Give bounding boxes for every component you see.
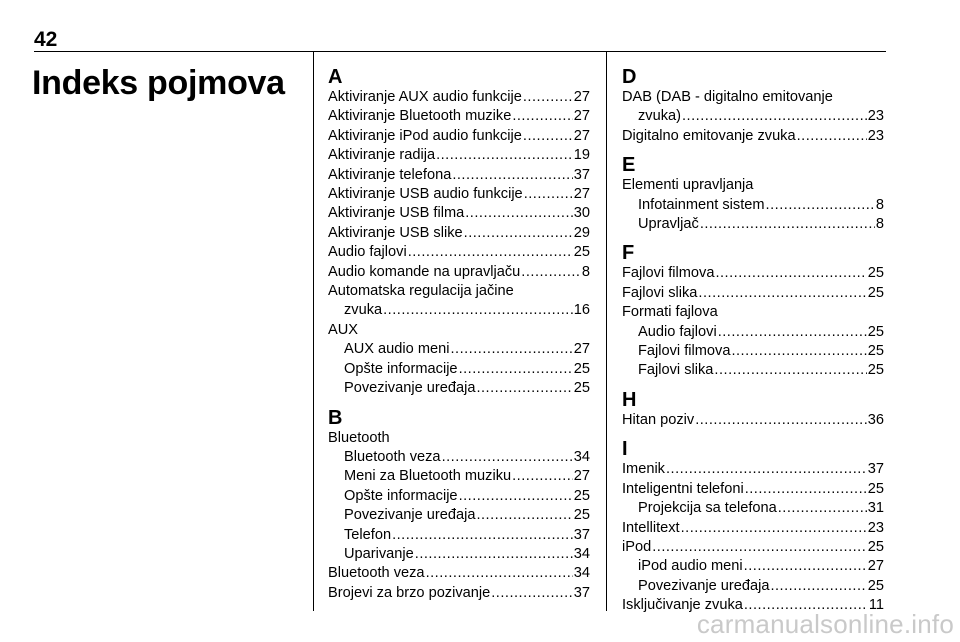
dot-leader [491, 584, 573, 603]
dot-leader [698, 284, 866, 303]
entry-page-number: 25 [573, 244, 590, 261]
entry-page-number: 25 [867, 480, 884, 497]
entry-term: Aktiviranje USB audio funkcije [328, 186, 523, 203]
index-entry [328, 88, 590, 107]
index-entry [622, 460, 884, 479]
dot-leader [512, 107, 572, 126]
entry-page-number: 37 [573, 526, 590, 543]
dot-leader [459, 360, 573, 379]
dot-leader [718, 323, 867, 342]
entry-page-number: 27 [573, 89, 590, 105]
entry-term: Aktiviranje USB slike [328, 224, 463, 241]
index-entry [622, 538, 884, 557]
entry-page-number: 36 [867, 411, 884, 428]
entry-term: Fajlovi filmova [638, 343, 731, 360]
index-entry [328, 224, 590, 243]
index-entry [328, 243, 590, 262]
entry-term: Audio fajlovi [638, 323, 717, 340]
dot-leader [476, 506, 572, 525]
entry-term: Aktiviranje telefona [328, 166, 452, 183]
column-divider-left [313, 52, 314, 611]
watermark: carmanualsonline.info [696, 609, 954, 639]
index-entry [328, 127, 590, 146]
dot-leader [695, 411, 867, 430]
index-subentry [622, 342, 884, 361]
entry-term: Aktiviranje AUX audio funkcije [328, 89, 522, 105]
dot-leader [778, 499, 867, 518]
dot-leader [464, 224, 573, 243]
entry-term: Opšte informacije [344, 360, 458, 377]
entry-term: Upravljač [638, 216, 699, 233]
index-subentry [328, 360, 590, 379]
entry-page-number: 27 [573, 186, 590, 203]
entry-page-number: 34 [573, 448, 590, 465]
entry-term: Fajlovi filmova [622, 265, 715, 282]
dot-leader [452, 166, 572, 185]
dot-leader [459, 487, 573, 506]
header-rule [34, 51, 886, 52]
entry-page-number: 23 [867, 127, 884, 144]
index-entry [622, 127, 884, 146]
entry-term: Brojevi za brzo pozivanje [328, 584, 491, 601]
dot-leader [521, 263, 581, 282]
dot-leader [766, 196, 875, 215]
index-entry-heading: Formati fajlova [622, 304, 718, 321]
entry-page-number: 34 [573, 565, 590, 582]
index-subentry [622, 577, 884, 596]
dot-leader [436, 146, 573, 165]
entry-page-number: 27 [867, 558, 884, 575]
entry-term: iPod [622, 538, 652, 555]
page-number: 42 [34, 28, 58, 51]
entry-page-number: 25 [867, 323, 884, 340]
entry-term: AUX audio meni [344, 341, 450, 358]
index-entry [328, 107, 590, 126]
dot-leader [714, 361, 866, 380]
index-entry [622, 284, 884, 303]
entry-term: Hitan poziv [622, 411, 695, 428]
index-entry [622, 264, 884, 283]
entry-term: Povezivanje uređaja [344, 380, 476, 397]
index-letter-heading: I [622, 438, 628, 461]
index-subentry [622, 215, 884, 234]
index-letter-heading: E [622, 154, 636, 177]
entry-term: Intellitext [622, 519, 680, 536]
entry-term: Imenik [622, 461, 665, 478]
dot-leader [415, 545, 573, 564]
entry-page-number: 23 [867, 108, 884, 125]
entry-page-number: 25 [867, 284, 884, 301]
index-entry [328, 146, 590, 165]
index-entry-heading: Elementi upravljanja [622, 177, 754, 194]
index-subentry [328, 340, 590, 359]
entry-page-number: 23 [867, 519, 884, 536]
index-subentry [328, 545, 590, 564]
dot-leader [408, 243, 573, 262]
entry-page-number: 16 [573, 302, 590, 319]
index-entry [622, 107, 884, 126]
entry-term: Bluetooth veza [328, 565, 425, 582]
entry-page-number: 27 [573, 341, 590, 358]
entry-term: Aktiviranje Bluetooth muzike [328, 108, 512, 125]
entry-page-number: 8 [581, 263, 590, 280]
entry-term: zvuka) [638, 108, 681, 125]
index-subentry [328, 467, 590, 486]
dot-leader [392, 526, 573, 545]
entry-term: Fajlovi slika [638, 362, 714, 379]
entry-page-number: 27 [573, 127, 590, 144]
dot-leader [797, 127, 867, 146]
dot-leader [652, 538, 867, 557]
dot-leader [426, 564, 573, 583]
entry-term: Telefon [344, 526, 392, 543]
entry-term: Infotainment sistem [638, 196, 765, 213]
index-subentry [622, 557, 884, 576]
dot-leader [700, 215, 875, 234]
index-entry [622, 480, 884, 499]
entry-term: zvuka [344, 302, 383, 319]
entry-term: Uparivanje [344, 545, 414, 562]
dot-leader [744, 557, 867, 576]
index-column-1 [328, 62, 590, 603]
dot-leader [476, 379, 572, 398]
page-title: Indeks pojmova [32, 64, 285, 102]
index-letter-heading: H [622, 388, 637, 411]
entry-page-number: 19 [573, 147, 590, 164]
dot-leader [681, 519, 867, 538]
index-subentry [622, 323, 884, 342]
entry-term: Audio komande na upravljaču [328, 263, 521, 280]
index-column-2 [622, 62, 884, 616]
entry-term: Audio fajlovi [328, 244, 407, 261]
index-entry [622, 519, 884, 538]
index-entry-heading: AUX [328, 321, 359, 338]
dot-leader [715, 264, 866, 283]
index-entry-heading: Bluetooth [328, 429, 390, 446]
entry-term: Povezivanje uređaja [638, 577, 770, 594]
entry-term: Isključivanje zvuka [622, 597, 743, 614]
index-entry [328, 584, 590, 603]
index-subentry [328, 448, 590, 467]
index-entry [328, 301, 590, 320]
entry-page-number: 25 [867, 577, 884, 594]
entry-page-number: 25 [867, 538, 884, 555]
column-divider-right [606, 52, 607, 611]
index-subentry [328, 506, 590, 525]
dot-leader [666, 460, 867, 479]
entry-page-number: 11 [868, 597, 884, 614]
entry-term: Aktiviranje radija [328, 147, 436, 164]
entry-page-number: 25 [573, 380, 590, 397]
entry-term: Povezivanje uređaja [344, 507, 476, 524]
dot-leader [442, 448, 573, 467]
index-subentry [328, 379, 590, 398]
entry-page-number: 25 [867, 343, 884, 360]
entry-page-number: 25 [867, 362, 884, 379]
index-entry [328, 185, 590, 204]
entry-page-number: 30 [573, 205, 590, 222]
entry-page-number: 37 [573, 584, 590, 601]
entry-term: iPod audio meni [638, 558, 743, 575]
dot-leader [465, 204, 573, 223]
entry-term: Opšte informacije [344, 487, 458, 504]
index-entry [622, 411, 884, 430]
index-subentry [328, 487, 590, 506]
entry-page-number: 37 [867, 461, 884, 478]
dot-leader [450, 340, 572, 359]
entry-page-number: 25 [573, 507, 590, 524]
entry-page-number: 25 [867, 265, 884, 282]
entry-term: Aktiviranje iPod audio funkcije [328, 127, 522, 144]
entry-term: Aktiviranje USB filma [328, 205, 465, 222]
entry-term: Inteligentni telefoni [622, 480, 744, 497]
dot-leader [523, 88, 573, 107]
dot-leader [745, 480, 867, 499]
index-subentry [328, 526, 590, 545]
entry-term: Fajlovi slika [622, 284, 698, 301]
dot-leader [682, 107, 867, 126]
index-subentry [622, 361, 884, 380]
dot-leader [523, 127, 573, 146]
entry-term: Projekcija sa telefona [638, 500, 777, 517]
index-letter-heading: B [328, 406, 343, 429]
entry-page-number: 31 [867, 500, 884, 517]
dot-leader [524, 185, 573, 204]
dot-leader [731, 342, 866, 361]
dot-leader [383, 301, 573, 320]
entry-term: Bluetooth veza [344, 448, 441, 465]
index-entry [328, 166, 590, 185]
index-entry [328, 263, 590, 282]
index-letter-heading: A [328, 66, 343, 88]
index-letter-heading: F [622, 242, 635, 265]
index-entry-heading: Automatska regulacija jačine [328, 283, 514, 300]
entry-page-number: 27 [573, 108, 590, 125]
entry-term: Digitalno emitovanje zvuka [622, 127, 796, 144]
entry-page-number: 29 [573, 224, 590, 241]
index-letter-heading: D [622, 66, 637, 88]
entry-page-number: 37 [573, 166, 590, 183]
entry-page-number: 25 [573, 487, 590, 504]
index-entry [328, 564, 590, 583]
entry-page-number: 34 [573, 545, 590, 562]
index-entry-heading: DAB (DAB - digitalno emitovanje [622, 89, 833, 105]
entry-page-number: 27 [573, 468, 590, 485]
entry-term: Meni za Bluetooth muziku [344, 468, 512, 485]
entry-page-number: 8 [875, 216, 884, 233]
index-subentry [622, 196, 884, 215]
index-subentry [622, 499, 884, 518]
dot-leader [770, 577, 866, 596]
entry-page-number: 8 [875, 196, 884, 213]
entry-page-number: 25 [573, 360, 590, 377]
dot-leader [512, 467, 573, 486]
index-entry [328, 204, 590, 223]
